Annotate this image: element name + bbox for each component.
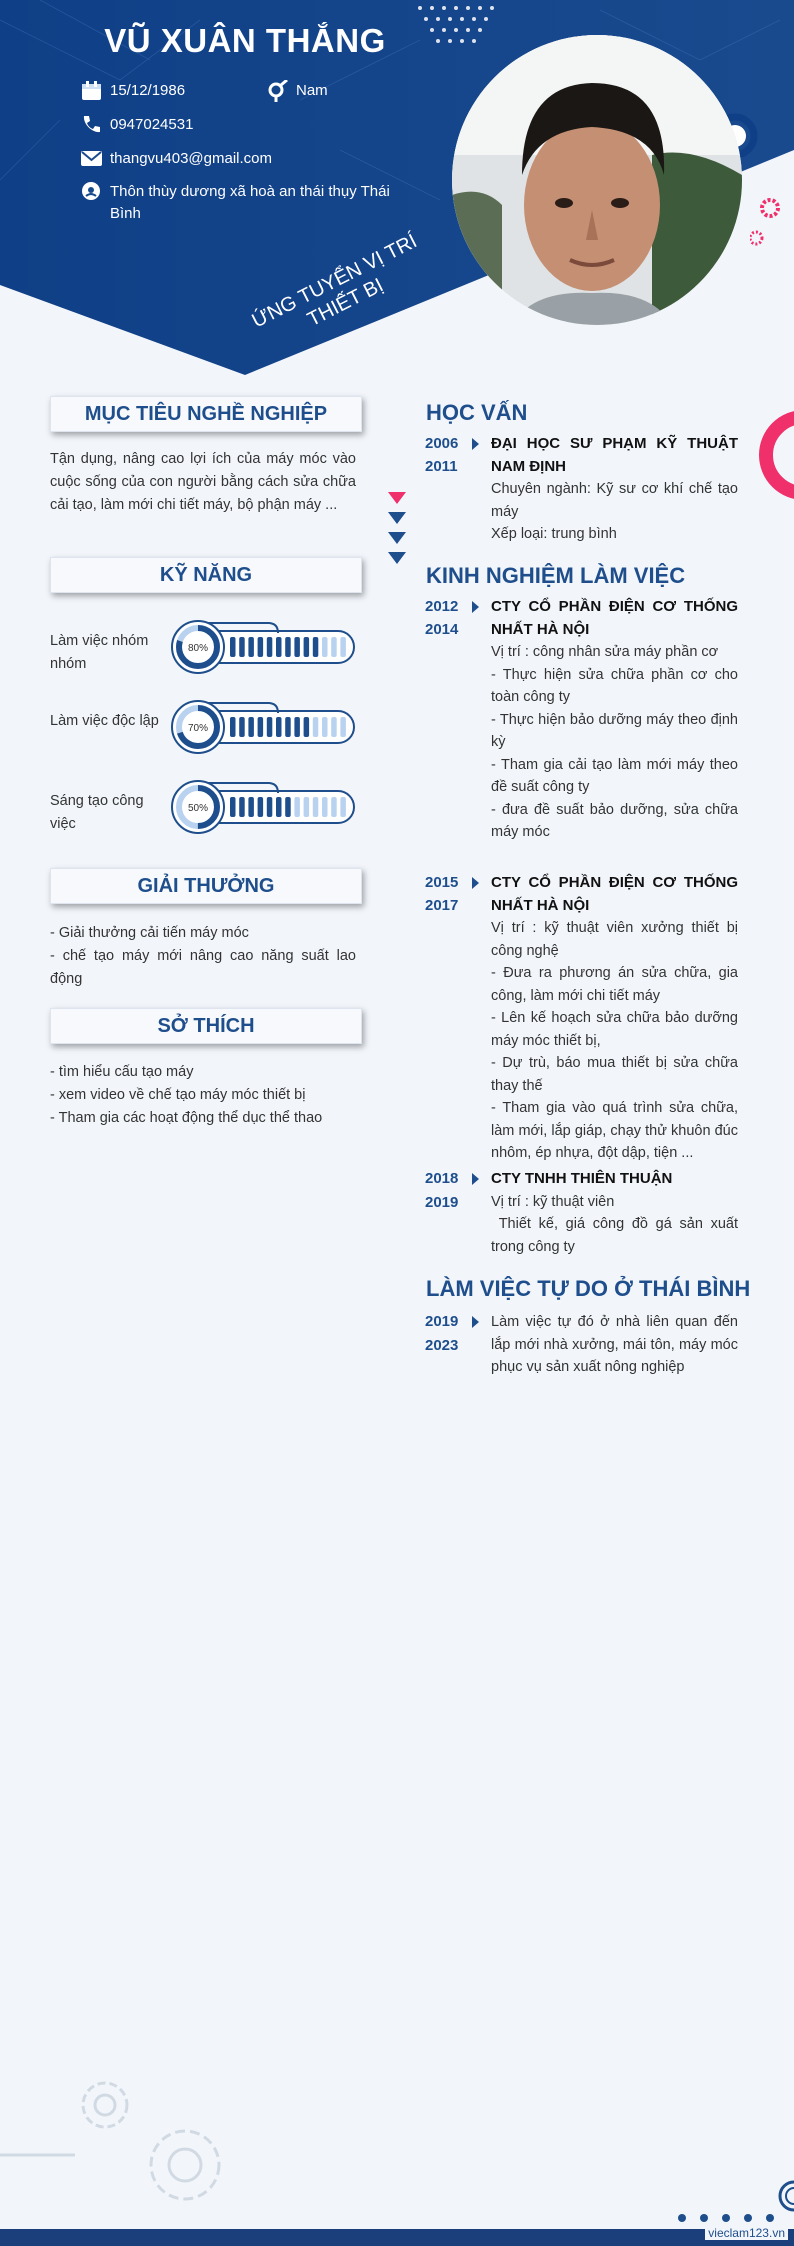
birthday-text: 15/12/1986 xyxy=(110,82,186,99)
meter-segment xyxy=(230,637,236,657)
experience-entry xyxy=(491,1168,743,1258)
edu-year-to: 2011 xyxy=(425,458,458,475)
meter-segment xyxy=(331,717,337,737)
phone-text: 0947024531 xyxy=(110,116,194,133)
meter-segment xyxy=(267,637,273,657)
meter-segment xyxy=(258,637,264,657)
meter-segment xyxy=(331,797,337,817)
exp-line: - Đưa ra phương án sửa chữa, gia công, làm mới chi tiết máy xyxy=(491,965,738,1004)
bullet-arrow-icon xyxy=(472,438,479,450)
apply-position: ỨNG TUYỂN VỊ TRÍ THIẾT BỊ xyxy=(248,230,421,333)
gear-icon xyxy=(750,190,794,250)
skill-label-independent: Làm việc độc lập xyxy=(50,713,159,729)
skill-meter-independent xyxy=(168,697,358,757)
exp2-year-to: 2017 xyxy=(425,897,459,914)
email-icon xyxy=(80,148,104,170)
birthday-row xyxy=(80,80,280,102)
candidate-name: VŨ XUÂN THẮNG xyxy=(104,22,386,59)
skill-meter-graphic xyxy=(168,777,358,837)
gender-icon xyxy=(266,80,290,102)
meter-segment xyxy=(258,797,264,817)
exp-line: - Tham gia vào quá trình sửa chữa, làm mới, lắp giáp, chạy thử khuôn đúc nhôm, ép nhựa, đột dập, tiện ... xyxy=(491,1100,738,1161)
exp2-year-from: 2015 xyxy=(425,874,459,891)
exp-line: - Thực hiện bảo dưỡng máy theo định kỳ xyxy=(491,711,738,750)
meter-segment xyxy=(340,717,346,737)
exp-line: - Lên kế hoạch sửa chữa bảo dưỡng máy móc thiết bị, xyxy=(491,1010,738,1049)
meter-segment xyxy=(294,637,300,657)
exp3-year-to: 2019 xyxy=(425,1194,459,1211)
meter-percent-text: 80% xyxy=(187,643,209,654)
email-row xyxy=(80,148,340,170)
objective-text: Tận dụng, nâng cao lợi ích của máy móc vào cuộc sống của con người bằng cách sửa chữa cải tạo, làm mới chi tiết máy, bộ phận máy ... xyxy=(50,451,356,513)
objective-title: MỤC TIÊU NGHỀ NGHIỆP xyxy=(50,396,362,432)
meter-segment xyxy=(294,717,300,737)
meter-segment xyxy=(313,797,319,817)
free-line: Làm việc tự đó ở nhà liên quan đến lắp mới nhà xưởng, mái tôn, máy móc phục vụ sản xuất nông nghiệp xyxy=(491,1314,738,1375)
gender-row xyxy=(266,80,386,102)
calendar-icon xyxy=(80,80,104,102)
meter-segment xyxy=(304,717,310,737)
exp-line: Vị trí : kỹ thuật viên xyxy=(491,1193,615,1210)
experience-entry xyxy=(491,872,738,1165)
meter-segment xyxy=(248,797,254,817)
meter-segment xyxy=(285,797,291,817)
avatar xyxy=(452,35,742,325)
exp-line: - Thực hiện sửa chữa phần cơ cho toàn công ty xyxy=(491,666,738,705)
meter-segment xyxy=(239,717,245,737)
meter-segment xyxy=(322,797,328,817)
exp-company: CTY TNHH THIÊN THUẬN xyxy=(491,1170,673,1187)
meter-segment xyxy=(230,717,236,737)
exp1-year-to: 2014 xyxy=(425,621,459,638)
meter-segment xyxy=(313,637,319,657)
meter-segment xyxy=(285,637,291,657)
exp-line: Vị trí : công nhân sửa máy phần cơ xyxy=(491,644,719,660)
skill-label-teamwork: Làm việc nhóm nhóm xyxy=(50,633,149,672)
meter-segment xyxy=(267,717,273,737)
meter-segment xyxy=(294,797,300,817)
education-title: HỌC VẤN xyxy=(426,400,528,425)
avatar-photo xyxy=(452,35,742,325)
meter-segment xyxy=(239,637,245,657)
meter-segment xyxy=(258,717,264,737)
pink-ring-decor-icon xyxy=(752,405,794,505)
meter-segment xyxy=(313,717,319,737)
meter-segment xyxy=(285,717,291,737)
meter-segment xyxy=(276,637,282,657)
exp1-year-from: 2012 xyxy=(425,598,459,615)
meter-segment xyxy=(304,797,310,817)
exp-line: Thiết kế, giá công đồ gá sản xuất trong công ty xyxy=(491,1216,743,1255)
address-text: Thôn thùy dương xã hoà an thái thụy Thái Bình xyxy=(110,183,390,222)
hobbies-title: SỞ THÍCH xyxy=(50,1008,362,1044)
hobby-item: - tìm hiểu cấu tạo máy xyxy=(50,1064,194,1080)
email-text: thangvu403@gmail.com xyxy=(110,150,272,167)
education-entry xyxy=(491,433,738,546)
meter-segment xyxy=(248,637,254,657)
meter-segment xyxy=(276,797,282,817)
triangles-decor-icon xyxy=(386,490,408,570)
exp-company: CTY CỔ PHẦN ĐIỆN CƠ THỐNG NHẤT HÀ NỘI xyxy=(491,598,738,638)
meter-segment xyxy=(322,637,328,657)
meter-percent-text: 70% xyxy=(187,723,209,734)
meter-segment xyxy=(340,637,346,657)
edu-year-from: 2006 xyxy=(425,435,459,452)
exp-line: - đưa đề suất bảo dưỡng, sửa chữa máy móc xyxy=(491,801,738,840)
exp-line: Vị trí : kỹ thuật viên xưởng thiết bị công nghệ xyxy=(491,920,738,959)
award-item: - Giải thưởng cải tiến máy móc xyxy=(50,925,249,941)
meter-segment xyxy=(239,797,245,817)
edu-line: Xếp loại: trung bình xyxy=(491,526,617,542)
exp-line: - Tham gia cải tạo làm mới máy theo đề suất công ty xyxy=(491,756,738,795)
skill-meter-graphic xyxy=(168,697,358,757)
meter-segment xyxy=(276,717,282,737)
experience-title: KINH NGHIỆM LÀM VIỆC xyxy=(426,563,686,588)
free-year-from: 2019 xyxy=(425,1313,459,1330)
location-icon xyxy=(80,181,104,203)
meter-segment xyxy=(340,797,346,817)
footer-brand[interactable]: vieclam123.vn xyxy=(705,2226,788,2240)
hobbies-list xyxy=(50,1061,356,1130)
bullet-arrow-icon xyxy=(472,877,479,889)
free-year-to: 2023 xyxy=(425,1337,459,1354)
award-item: - chế tạo máy mới nâng cao năng suất lao động xyxy=(50,948,356,987)
skill-label-creative: Sáng tạo công việc xyxy=(50,793,144,832)
hobby-item: - Tham gia các hoạt động thể dục thể thao xyxy=(50,1110,323,1126)
meter-segment xyxy=(267,797,273,817)
freelance-title: LÀM VIỆC TỰ DO Ở THÁI BÌNH xyxy=(426,1276,751,1301)
experience-entry xyxy=(491,596,738,844)
bullet-arrow-icon xyxy=(472,1173,479,1185)
meter-segment xyxy=(248,717,254,737)
address-row xyxy=(80,181,400,227)
footer-bar xyxy=(0,2229,794,2246)
bullet-arrow-icon xyxy=(472,1316,479,1328)
skill-meter-teamwork xyxy=(168,617,358,677)
exp3-year-from: 2018 xyxy=(425,1170,459,1187)
meter-segment xyxy=(322,717,328,737)
skill-meter-creative xyxy=(168,777,358,837)
gears-decor-icon xyxy=(0,2060,240,2230)
meter-segment xyxy=(304,637,310,657)
awards-title: GIẢI THƯỞNG xyxy=(50,868,362,904)
freelance-entry xyxy=(491,1311,738,1379)
edu-school: ĐẠI HỌC SƯ PHẠM KỸ THUẬT NAM ĐỊNH xyxy=(491,435,738,475)
awards-list xyxy=(50,922,356,991)
exp-line: - Dự trù, báo mua thiết bị sửa chữa thay thế xyxy=(491,1055,738,1094)
phone-row xyxy=(80,114,280,136)
meter-segment xyxy=(331,637,337,657)
phone-icon xyxy=(80,114,104,136)
edu-line: Chuyên ngành: Kỹ sư cơ khí chế tạo máy xyxy=(491,481,738,520)
hobby-item: - xem video về chế tạo máy móc thiết bị xyxy=(50,1087,306,1103)
skills-title: KỸ NĂNG xyxy=(50,557,362,593)
skill-meter-graphic xyxy=(168,617,358,677)
meter-segment xyxy=(230,797,236,817)
exp-company: CTY CỔ PHẦN ĐIỆN CƠ THỐNG NHẤT HÀ NỘI xyxy=(491,874,738,914)
corner-ring-icon xyxy=(766,2176,794,2216)
bullet-arrow-icon xyxy=(472,601,479,613)
meter-percent-text: 50% xyxy=(187,803,209,814)
gender-text: Nam xyxy=(296,82,328,99)
